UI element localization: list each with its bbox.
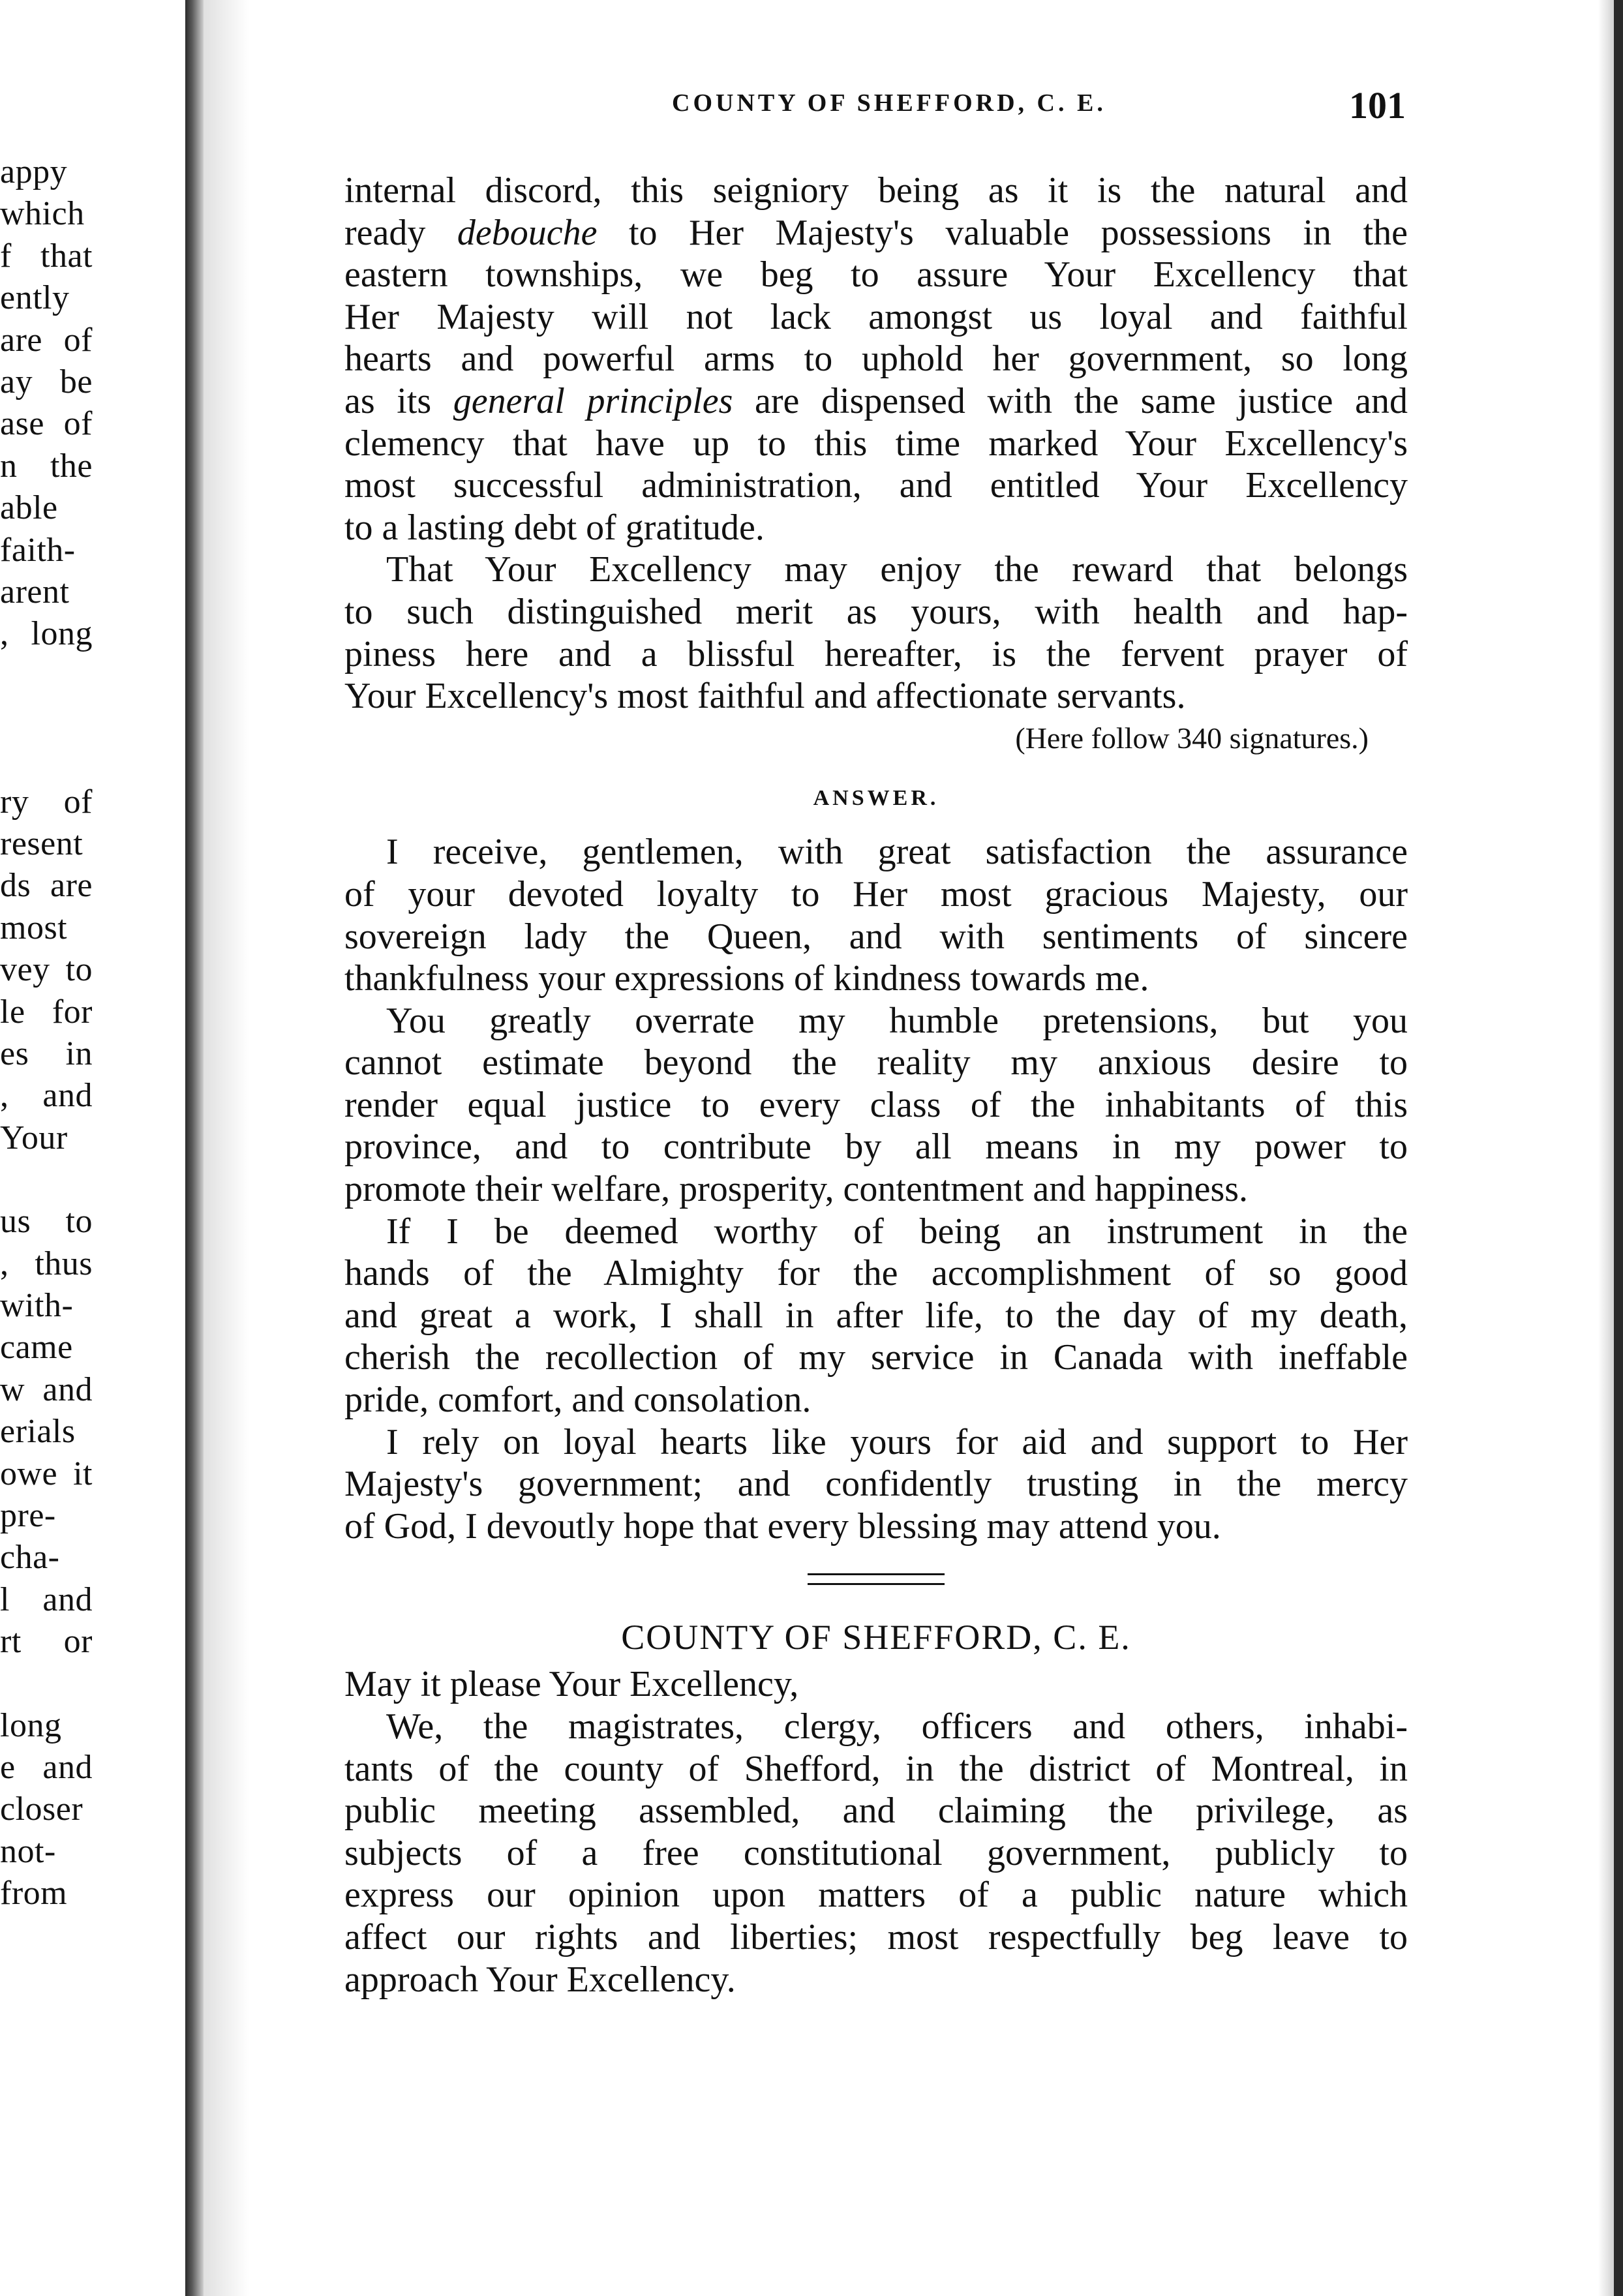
page-gutter bbox=[185, 0, 204, 2296]
facing-page-line: appy bbox=[0, 153, 68, 190]
facing-page-line: n the bbox=[0, 447, 93, 485]
text-line: public meeting assembled, and claiming the privilege, as bbox=[344, 1790, 1408, 1832]
facing-page-line: ry of bbox=[0, 783, 93, 821]
text-line: Your Excellency's most faithful and affectionate servants. bbox=[344, 676, 1186, 717]
facing-page-line: cha- bbox=[0, 1539, 60, 1577]
facing-page-line: not- bbox=[0, 1832, 56, 1870]
signatures-note: (Here follow 340 signatures.) bbox=[1015, 721, 1369, 755]
text-line: cherish the recollection of my service in Canada with ineffable bbox=[344, 1337, 1408, 1378]
page-number: 101 bbox=[1349, 84, 1406, 127]
section-divider bbox=[808, 1573, 945, 1585]
facing-page-line: Your bbox=[0, 1119, 68, 1156]
text-line: eastern townships, we beg to assure Your Excellency that bbox=[344, 254, 1408, 295]
section-title: COUNTY OF SHEFFORD, C. E. bbox=[621, 1618, 1131, 1657]
facing-page-line: ase of bbox=[0, 405, 93, 443]
facing-page-line: which bbox=[0, 195, 85, 233]
text-line: of God, I devoutly hope that every blessing may attend you. bbox=[344, 1505, 1221, 1547]
text-line: express our opinion upon matters of a public nature which bbox=[344, 1875, 1408, 1916]
text-line: If I be deemed worthy of being an instrument in the bbox=[386, 1211, 1408, 1252]
facing-page-line: le for bbox=[0, 993, 93, 1031]
text-line: approach Your Excellency. bbox=[344, 1959, 736, 2000]
facing-page-line: long bbox=[0, 1706, 62, 1744]
text-line: of your devoted loyalty to Her most gracious Majesty, our bbox=[344, 873, 1408, 914]
text-line: piness here and a blissful hereafter, is the fervent prayer of bbox=[344, 633, 1408, 674]
facing-page-line: most bbox=[0, 909, 68, 946]
facing-page-line: erials bbox=[0, 1413, 76, 1451]
page-edge-shadow bbox=[1598, 0, 1614, 2296]
text-line: clemency that have up to this time marked Your Excellency's bbox=[344, 423, 1408, 464]
gutter-shadow bbox=[204, 0, 249, 2296]
text-line: tants of the county of Shefford, in the district of Montreal, in bbox=[344, 1748, 1408, 1789]
facing-page-line: , thus bbox=[0, 1245, 93, 1282]
text-line: promote their welfare, prosperity, contentment and happiness. bbox=[344, 1169, 1249, 1210]
second-address-paragraph bbox=[344, 1706, 1408, 2001]
facing-page-line: us to bbox=[0, 1203, 93, 1241]
facing-page-line: faith- bbox=[0, 531, 76, 569]
text-line: Majesty's government; and confidently trusting in the mercy bbox=[344, 1464, 1408, 1505]
text-line: internal discord, this seigniory being as it is the natural and bbox=[344, 170, 1408, 211]
facing-page-line: l and bbox=[0, 1580, 93, 1618]
address-paragraph-2 bbox=[344, 549, 1408, 717]
text-line: most successful administration, and entitled Your Excellency bbox=[344, 465, 1408, 506]
text-line: You greatly overrate my humble pretensions, but you bbox=[386, 1000, 1408, 1041]
facing-page-line: ds are bbox=[0, 867, 93, 905]
facing-page-line: pre- bbox=[0, 1496, 56, 1534]
text-line: affect our rights and liberties; most respectfully beg leave to bbox=[344, 1916, 1408, 1957]
facing-page-line: ently bbox=[0, 279, 70, 317]
facing-page-line: came bbox=[0, 1329, 73, 1367]
text-line: to a lasting debt of gratitude. bbox=[344, 507, 765, 548]
text-line: hearts and powerful arms to uphold her government, so long bbox=[344, 339, 1408, 380]
text-line: Her Majesty will not lack amongst us loyal and faithful bbox=[344, 296, 1408, 337]
answer-paragraph-2 bbox=[344, 1000, 1408, 1211]
text-line: We, the magistrates, clergy, officers and others, inhabi- bbox=[386, 1706, 1408, 1747]
facing-page-line: vey to bbox=[0, 951, 93, 989]
facing-page-line: arent bbox=[0, 573, 70, 611]
text-line: pride, comfort, and consolation. bbox=[344, 1380, 811, 1421]
text-line: to such distinguished merit as yours, with health and hap- bbox=[344, 591, 1408, 632]
answer-paragraph-1 bbox=[344, 831, 1408, 999]
facing-page-line: rt or bbox=[0, 1623, 93, 1661]
facing-page-line: from bbox=[0, 1875, 68, 1912]
text-line: ready debouche to Her Majesty's valuable possessions in the bbox=[344, 212, 1408, 253]
facing-page-line: able bbox=[0, 489, 58, 527]
address-paragraph-1 bbox=[344, 170, 1408, 549]
facing-page-line: are of bbox=[0, 321, 93, 359]
answer-paragraph-3 bbox=[344, 1211, 1408, 1421]
page-edge bbox=[1614, 0, 1623, 2296]
text-line: thankfulness your expressions of kindness towards me. bbox=[344, 958, 1149, 999]
text-line: subjects of a free constitutional government, publicly to bbox=[344, 1832, 1408, 1873]
text-line: province, and to contribute by all means in my power to bbox=[344, 1126, 1408, 1168]
facing-page-line: f that bbox=[0, 237, 93, 275]
text-line: That Your Excellency may enjoy the reward that belongs bbox=[386, 549, 1408, 590]
text-line: I receive, gentlemen, with great satisfaction the assurance bbox=[386, 832, 1408, 873]
facing-page-line: with- bbox=[0, 1286, 74, 1324]
text-line: as its general principles are dispensed with the same justice and bbox=[344, 380, 1408, 421]
running-title: COUNTY OF SHEFFORD, C. E. bbox=[672, 89, 1106, 117]
facing-page-line: ay be bbox=[0, 363, 93, 400]
facing-page-line: , long bbox=[0, 615, 93, 653]
facing-page-line: owe it bbox=[0, 1455, 93, 1492]
answer-heading: ANSWER. bbox=[813, 786, 939, 811]
text-line: cannot estimate beyond the reality my anxious desire to bbox=[344, 1042, 1408, 1083]
facing-page-line: e and bbox=[0, 1748, 93, 1786]
salutation: May it please Your Excellency, bbox=[344, 1664, 799, 1705]
facing-page-line: w and bbox=[0, 1370, 93, 1408]
facing-page-fragment bbox=[0, 151, 93, 1914]
text-line: sovereign lady the Queen, and with sentiments of sincere bbox=[344, 916, 1408, 957]
text-line: and great a work, I shall in after life, to the day of my death, bbox=[344, 1295, 1408, 1336]
facing-page-line: , and bbox=[0, 1077, 93, 1115]
facing-page-line: closer bbox=[0, 1790, 83, 1828]
facing-page-line: es in bbox=[0, 1035, 93, 1073]
text-line: I rely on loyal hearts like yours for aid and support to Her bbox=[386, 1421, 1408, 1462]
text-line: render equal justice to every class of the inhabitants of this bbox=[344, 1084, 1408, 1125]
text-line: hands of the Almighty for the accomplishment of so good bbox=[344, 1253, 1408, 1294]
facing-page-line: resent bbox=[0, 825, 83, 863]
answer-paragraph-4 bbox=[344, 1421, 1408, 1548]
page-body bbox=[344, 170, 1408, 2001]
